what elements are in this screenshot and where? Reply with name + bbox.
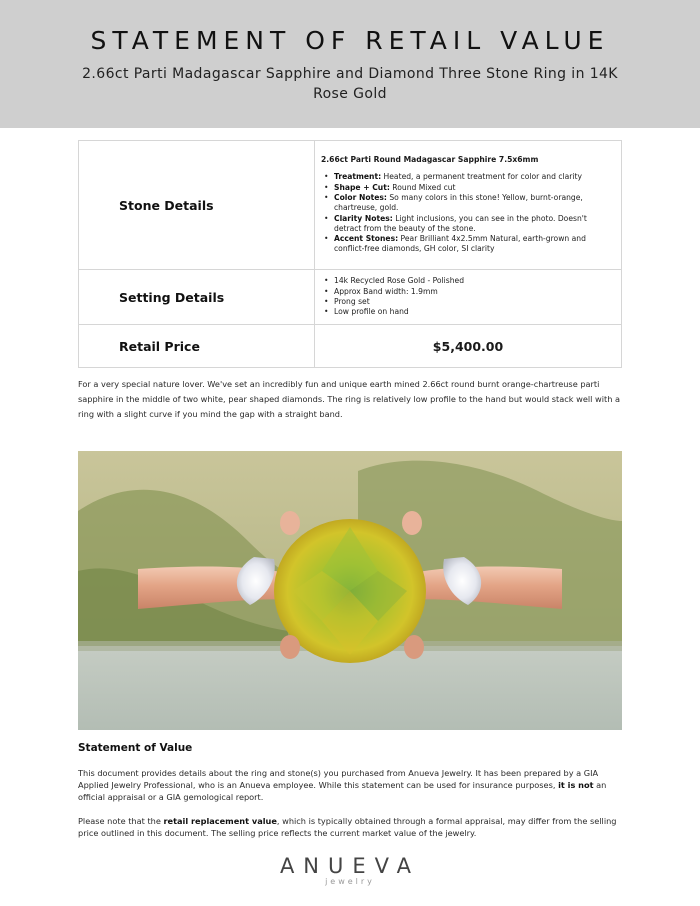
brand-name: ANUEVA <box>279 854 421 878</box>
setting-details-label: Setting Details <box>79 270 315 325</box>
page-title: STATEMENT OF RETAIL VALUE <box>90 26 610 55</box>
product-description: For a very special nature lover. We've set an incredibly fun and unique earth mined 2.66ct round burnt orange-chartreuse parti sapphire in the middle of two white, pear shaped diamonds. The ring is relatively low profile to the hand but would stack well with a ring with a slight curve if you mind the gap with a straight band. <box>78 379 621 419</box>
details-table <box>78 140 622 368</box>
stone-details-label: Stone Details <box>79 141 315 270</box>
list-item: • Accent Stones: Pear Brilliant 4x2.5mm Natural, earth-grown and conflict-free diamonds, GH color, SI clarity <box>321 234 613 255</box>
list-item: • Prong set <box>321 297 613 307</box>
header-banner <box>0 0 700 128</box>
list-item: • Shape + Cut: Round Mixed cut <box>321 183 613 193</box>
stone-details-row <box>79 141 622 270</box>
list-item: • Low profile on hand <box>321 307 613 317</box>
brand-tagline: jewelry <box>325 877 375 886</box>
page-subtitle: 2.66ct Parti Madagascar Sapphire and Diamond Three Stone Ring in 14K Rose Gold <box>82 66 618 102</box>
statement-paragraph-1: This document provides details about the ring and stone(s) you purchased from Anueva Jewelry. It has been prepared by a GIA Applied Jewelry Professional, who is an Anueva employee. While this statement can be used for insurance purposes, it is not an official appraisal or a GIA gemological report. <box>78 768 607 803</box>
list-item: • Approx Band width: 1.9mm <box>321 287 613 297</box>
setting-details-row <box>79 270 622 325</box>
ring-photo <box>78 451 622 730</box>
setting-details-list <box>321 276 613 317</box>
list-item: • Treatment: Heated, a permanent treatment for color and clarity <box>321 172 613 182</box>
retail-price-label: Retail Price <box>79 325 315 368</box>
stone-details-list <box>321 172 613 254</box>
list-item: • Clarity Notes: Light inclusions, you can see in the photo. Doesn't detract from the beauty of the stone. <box>321 214 613 235</box>
stone-title: 2.66ct Parti Round Madagascar Sapphire 7.5x6mm <box>321 155 539 165</box>
statement-title: Statement of Value <box>78 742 193 754</box>
list-item: • 14k Recycled Rose Gold - Polished <box>321 276 613 286</box>
retail-price-value: $5,400.00 <box>315 325 622 368</box>
list-item: • Color Notes: So many colors in this stone! Yellow, burnt-orange, chartreuse, gold. <box>321 193 613 214</box>
statement-paragraph-2: Please note that the retail replacement value, which is typically obtained through a formal appraisal, may differ from the selling price outlined in this document. The selling price reflects the current market value of the jewelry. <box>78 816 617 839</box>
retail-price-row <box>79 325 622 368</box>
setting-details-info <box>315 270 622 325</box>
stone-details-info <box>315 141 622 270</box>
